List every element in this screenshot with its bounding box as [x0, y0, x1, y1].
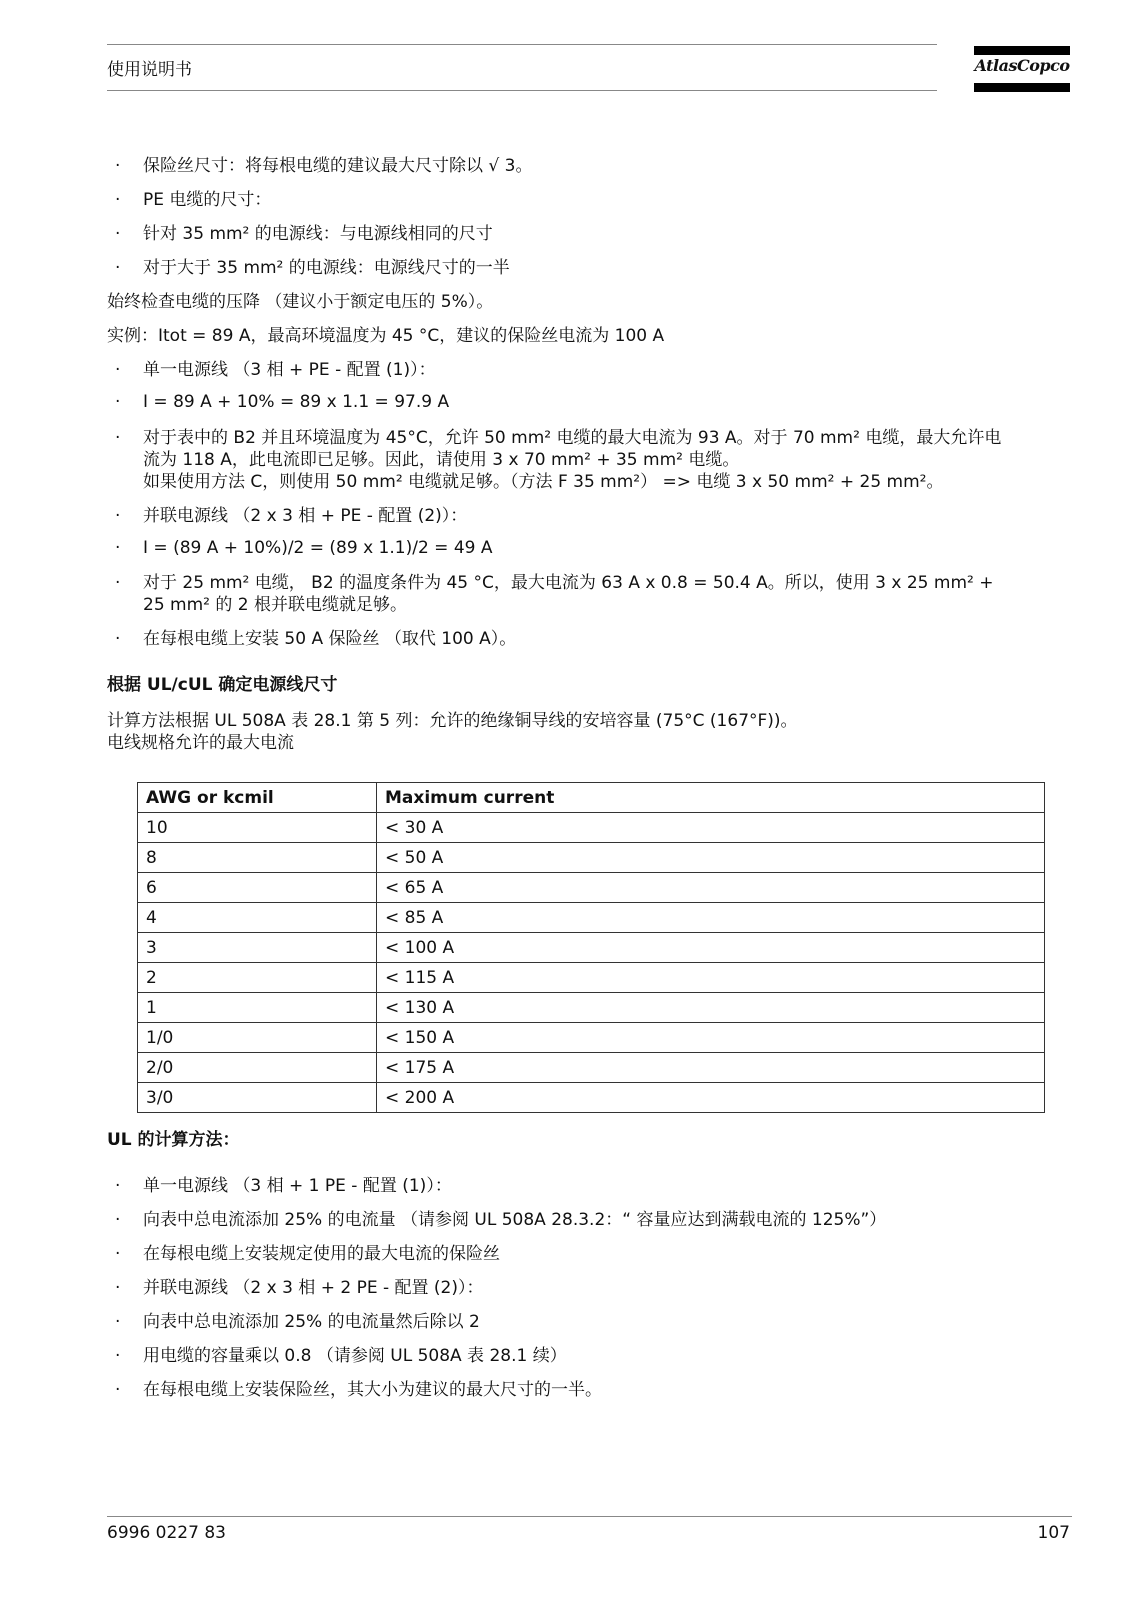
list-item-text: 在每根电缆上安装规定使用的最大电流的保险丝 — [143, 1244, 500, 1264]
bullet-dot: · — [115, 1244, 121, 1264]
cell-awg: 8 — [138, 843, 377, 873]
bullet-dot: · — [115, 1346, 121, 1366]
bullet-dot: · — [115, 538, 121, 558]
list-item-line: 流为 118 A，此电流即已足够。因此，请使用 3 x 70 mm² + 35 mm² 电缆。 — [143, 450, 740, 470]
header-rule-top — [107, 44, 937, 45]
bullet-dot: · — [115, 1312, 121, 1332]
bullet-dot: · — [115, 1210, 121, 1230]
bullet-dot: · — [115, 1380, 121, 1400]
cell-current: < 85 A — [377, 903, 1045, 933]
cell-awg: 1/0 — [138, 1023, 377, 1053]
bullet-dot: · — [115, 629, 121, 649]
paragraph-calc-method: 计算方法根据 UL 508A 表 28.1 第 5 列：允许的绝缘铜导线的安培容量 (75°C (167°F))。 — [107, 711, 798, 731]
list-item-text: 并联电源线 （2 x 3 相 + 2 PE - 配置 (2)）： — [143, 1278, 484, 1298]
cell-awg: 3/0 — [138, 1083, 377, 1113]
cell-awg: 6 — [138, 873, 377, 903]
page-number: 107 — [1037, 1523, 1070, 1543]
paragraph-max-current: 电线规格允许的最大电流 — [107, 733, 294, 753]
column-header-awg: AWG or kcmil — [138, 783, 377, 813]
table-row — [138, 1053, 1045, 1083]
table-row — [138, 903, 1045, 933]
logo-text: AtlasCopco — [974, 56, 1070, 75]
table-row — [138, 933, 1045, 963]
document-title: 使用说明书 — [107, 60, 192, 80]
bullet-dot: · — [115, 1278, 121, 1298]
cell-awg: 2 — [138, 963, 377, 993]
table-row — [138, 1023, 1045, 1053]
bullet-dot: · — [115, 428, 121, 448]
bullet-dot: · — [115, 506, 121, 526]
list-item-text: 针对 35 mm² 的电源线：与电源线相同的尺寸 — [143, 224, 493, 244]
list-item-line: 对于 25 mm² 电缆， B2 的温度条件为 45 °C，最大电流为 63 A x 0.8 = 50.4 A。所以，使用 3 x 25 mm² + — [143, 573, 994, 593]
logo-bar-top — [974, 46, 1070, 55]
list-item-text: 单一电源线 （3 相 + PE - 配置 (1)）： — [143, 360, 436, 380]
document-number: 6996 0227 83 — [107, 1523, 226, 1543]
awg-current-table — [137, 782, 1045, 1113]
paragraph-example: 实例：Itot = 89 A，最高环境温度为 45 °C，建议的保险丝电流为 100 A — [107, 326, 665, 346]
cell-awg: 3 — [138, 933, 377, 963]
list-item-text: 对于大于 35 mm² 的电源线：电源线尺寸的一半 — [143, 258, 510, 278]
list-item-text: 在每根电缆上安装保险丝，其大小为建议的最大尺寸的一半。 — [143, 1380, 602, 1400]
list-item-text: 在每根电缆上安装 50 A 保险丝 （取代 100 A）。 — [143, 629, 517, 649]
atlas-copco-logo — [974, 46, 1070, 92]
section-heading-ul-sizing: 根据 UL/cUL 确定电源线尺寸 — [107, 675, 338, 695]
bullet-dot: · — [115, 258, 121, 278]
cell-awg: 10 — [138, 813, 377, 843]
table-row — [138, 843, 1045, 873]
cell-awg: 4 — [138, 903, 377, 933]
list-item-text: I = 89 A + 10% = 89 x 1.1 = 97.9 A — [143, 392, 450, 412]
cell-current: < 200 A — [377, 1083, 1045, 1113]
bullet-dot: · — [115, 224, 121, 244]
table-row — [138, 873, 1045, 903]
bullet-dot: · — [115, 190, 121, 210]
footer-rule — [107, 1516, 1072, 1517]
bullet-dot: · — [115, 392, 121, 412]
list-item-text: 单一电源线 （3 相 + 1 PE - 配置 (1)）： — [143, 1176, 452, 1196]
table-row — [138, 813, 1045, 843]
cell-current: < 30 A — [377, 813, 1045, 843]
column-header-max-current: Maximum current — [377, 783, 1045, 813]
cell-awg: 2/0 — [138, 1053, 377, 1083]
list-item-text: 保险丝尺寸：将每根电缆的建议最大尺寸除以 √ 3。 — [143, 156, 533, 176]
section-heading-ul-method: UL 的计算方法： — [107, 1130, 240, 1150]
list-item-text: PE 电缆的尺寸： — [143, 190, 272, 210]
cell-current: < 65 A — [377, 873, 1045, 903]
cell-current: < 175 A — [377, 1053, 1045, 1083]
bullet-dot: · — [115, 573, 121, 593]
paragraph-voltage-drop: 始终检查电缆的压降 （建议小于额定电压的 5%）。 — [107, 292, 494, 312]
cell-current: < 100 A — [377, 933, 1045, 963]
cell-current: < 115 A — [377, 963, 1045, 993]
bullet-dot: · — [115, 1176, 121, 1196]
list-item-line: 对于表中的 B2 并且环境温度为 45°C，允许 50 mm² 电缆的最大电流为 93 A。对于 70 mm² 电缆，最大允许电 — [143, 428, 1002, 448]
table-row — [138, 993, 1045, 1023]
list-item-text: 向表中总电流添加 25% 的电流量 （请参阅 UL 508A 28.3.2：“ 容量应达到满载电流的 125%”） — [143, 1210, 887, 1230]
table-row — [138, 963, 1045, 993]
list-item-line: 25 mm² 的 2 根并联电缆就足够。 — [143, 595, 407, 615]
logo-bar-bottom — [974, 83, 1070, 92]
cell-awg: 1 — [138, 993, 377, 1023]
list-item-text: 向表中总电流添加 25% 的电流量然后除以 2 — [143, 1312, 480, 1332]
cell-current: < 130 A — [377, 993, 1045, 1023]
table-header-row — [138, 783, 1045, 813]
header-rule-bottom — [107, 90, 937, 91]
cell-current: < 50 A — [377, 843, 1045, 873]
list-item-line: 如果使用方法 C，则使用 50 mm² 电缆就足够。（方法 F 35 mm²） => 电缆 3 x 50 mm² + 25 mm²。 — [143, 472, 944, 492]
cell-current: < 150 A — [377, 1023, 1045, 1053]
bullet-dot: · — [115, 156, 121, 176]
list-item-text: I = (89 A + 10%)/2 = (89 x 1.1)/2 = 49 A — [143, 538, 493, 558]
list-item-text: 并联电源线 （2 x 3 相 + PE - 配置 (2)）： — [143, 506, 468, 526]
table-row — [138, 1083, 1045, 1113]
bullet-dot: · — [115, 360, 121, 380]
list-item-text: 用电缆的容量乘以 0.8 （请参阅 UL 508A 表 28.1 续） — [143, 1346, 567, 1366]
